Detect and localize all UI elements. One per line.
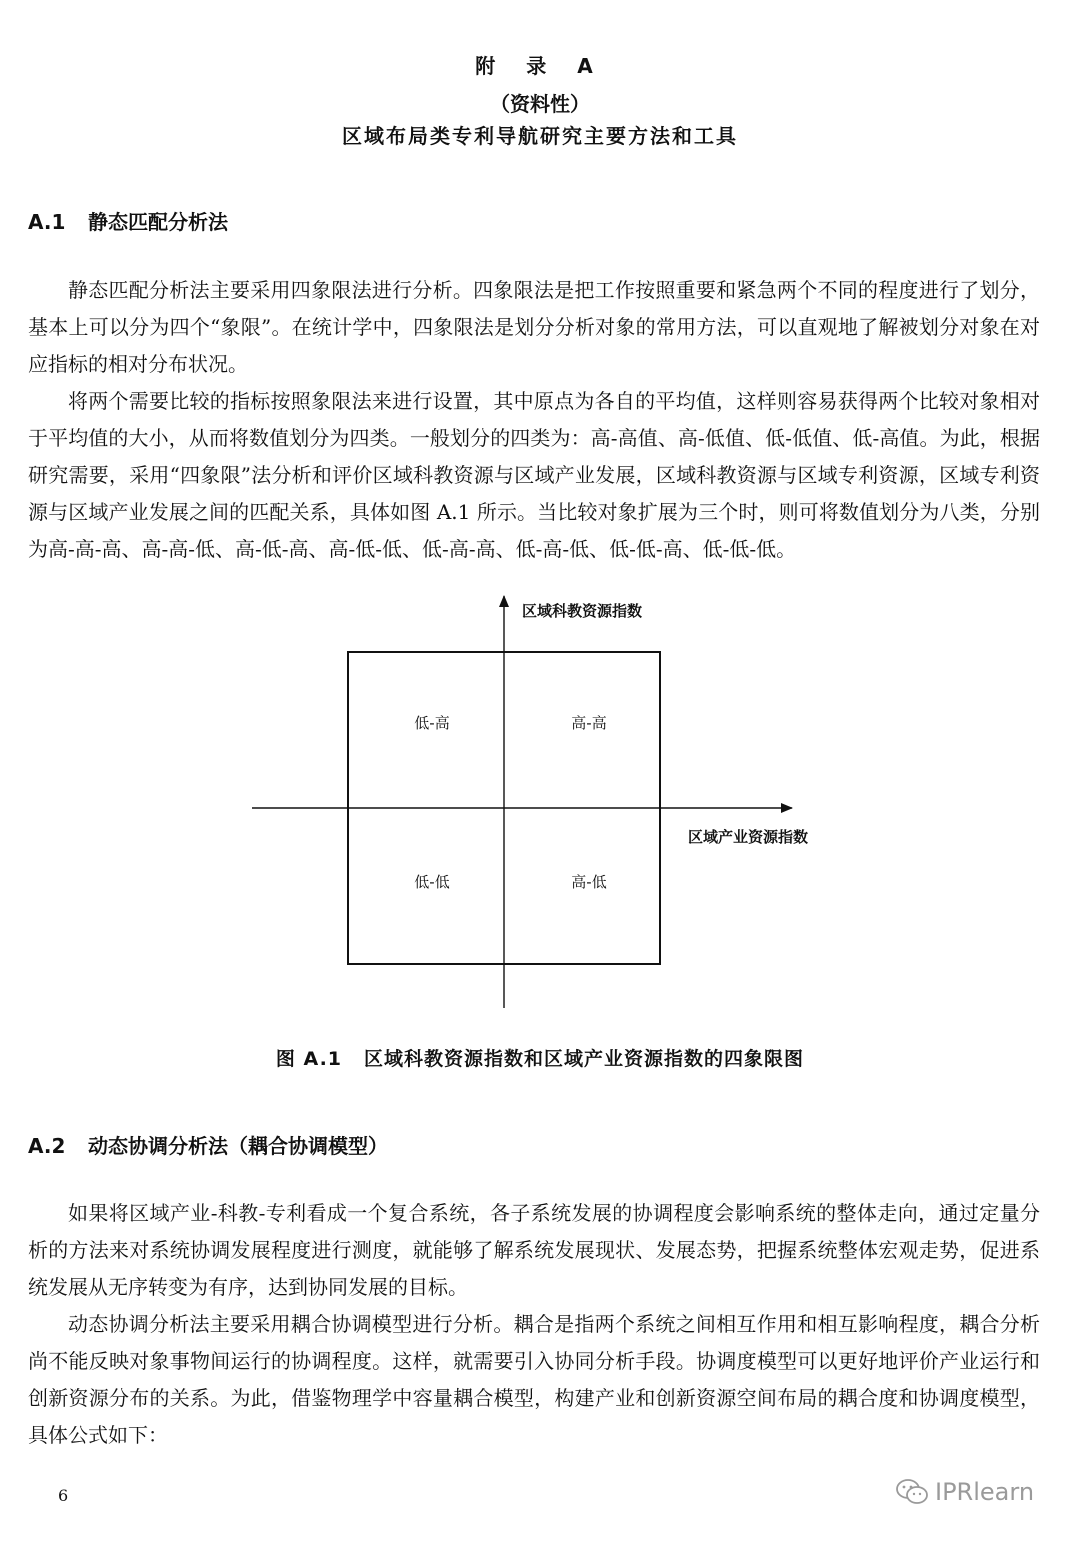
section-heading-a2 [28,1130,388,1159]
quadrant-label-top-right: 高-高 [571,714,607,732]
figure-title: 区域科教资源指数和区域产业资源指数的四象限图 [364,1048,805,1070]
paragraph: 动态协调分析法主要采用耦合协调模型进行分析。耦合是指两个系统之间相互作用和相互影响程度，耦合分析尚不能反映对象事物间运行的协调程度。这样，就需要引入协同分析手段。协调度模型可以更好地评价产业运行和创新资源分布的关系。为此，借鉴物理学中容量耦合模型，构建产业和创新资源空间布局的耦合度和协调度模型，具体公式如下： [28,1312,1040,1447]
paragraph: 静态匹配分析法主要采用四象限法进行分析。四象限法是把工作按照重要和紧急两个不同的程度进行了划分，基本上可以分为四个“象限”。在统计学中，四象限法是划分分析对象的常用方法，可以直观地了解被划分对象在对应指标的相对分布状况。 [28,278,1040,376]
appendix-label: 附 录 A [475,54,605,78]
quadrant-diagram [0,590,1080,1020]
y-axis-label: 区域科教资源指数 [522,602,643,620]
quadrant-label-bottom-left: 低-低 [414,873,450,891]
quadrant-label-top-left: 低-高 [414,714,450,732]
figure-number: 图 A.1 [275,1048,343,1070]
section-number: A.2 [28,1134,66,1158]
watermark [895,1478,1034,1506]
appendix-title: 区域布局类专利导航研究主要方法和工具 [342,124,738,148]
x-axis-label: 区域产业资源指数 [688,828,809,846]
page-number: 6 [58,1486,69,1505]
paragraph: 如果将区域产业-科教-专利看成一个复合系统，各子系统发展的协调程度会影响系统的整体走向，通过定量分析的方法来对系统协调发展程度进行测度，就能够了解系统发展现状、发展态势，把握系统整体宏观走势，促进系统发展从无序转变为有序，达到协同发展的目标。 [28,1201,1040,1299]
section-heading-a1 [28,206,228,235]
figure-caption [0,1044,1080,1071]
section-title: 动态协调分析法（耦合协调模型） [88,1134,388,1158]
section-title: 静态匹配分析法 [88,210,228,234]
paragraph: 将两个需要比较的指标按照象限法来进行设置，其中原点为各自的平均值，这样则容易获得两个比较对象相对于平均值的大小，从而将数值划分为四类。一般划分的四类为：高-高值、高-低值、低-低值、低-高值。为此，根据研究需要，采用“四象限”法分析和评价区域科教资源与区域产业发展，区域科教资源与区域专利资源，区域专利资源与区域产业发展之间的匹配关系，具体如图 A.1 所示。当比较对象扩展为三个时，则可将数值划分为八类，分别为高-高-高、高-高-低、高-低-高、高-低-低、低-高-高、低-高-低、低-低-高、低-低-低。 [28,389,1040,561]
wechat-icon [895,1478,929,1506]
appendix-nature: （资料性） [490,92,590,116]
quadrant-label-bottom-right: 高-低 [571,873,607,891]
watermark-text: IPRlearn [935,1478,1035,1506]
section-number: A.1 [28,210,66,234]
